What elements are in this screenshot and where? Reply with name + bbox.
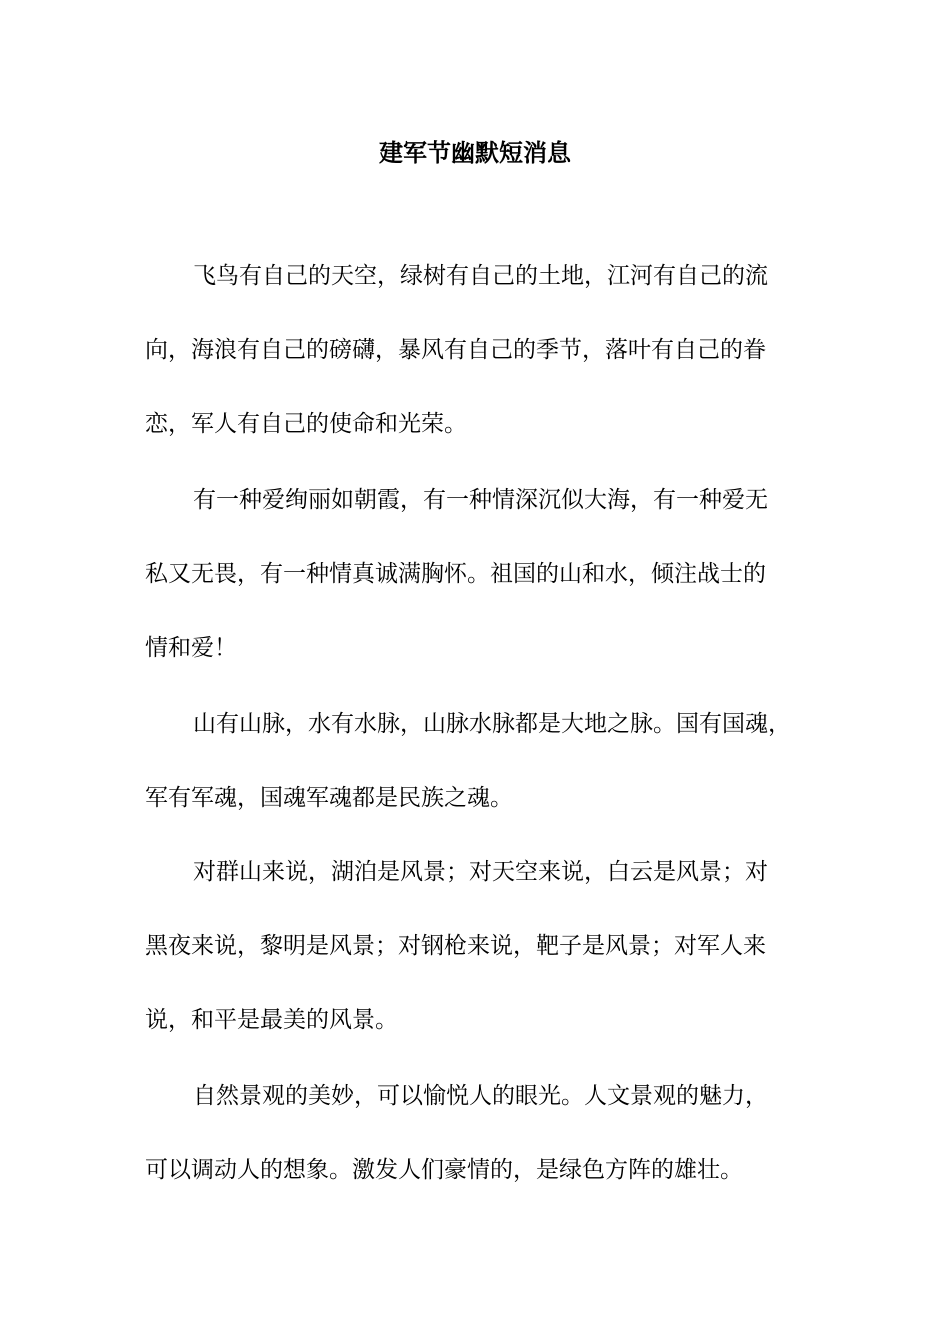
paragraph-1-line-2: 向，海浪有自己的磅礴，暴风有自己的季节，落叶有自己的眷 (145, 337, 766, 363)
paragraph-2-line-3: 情和爱！ (145, 635, 237, 661)
paragraph-3-line-1: 山有山脉，水有水脉，山脉水脉都是大地之脉。国有国魂， (193, 711, 791, 737)
paragraph-2-line-1: 有一种爱绚丽如朝霞，有一种情深沉似大海，有一种爱无 (193, 487, 768, 513)
document-title: 建军节幽默短消息 (379, 138, 571, 167)
paragraph-1-line-1: 飞鸟有自己的天空，绿树有自己的土地，江河有自己的流 (193, 263, 768, 289)
paragraph-1-line-3: 恋，军人有自己的使命和光荣。 (145, 411, 467, 437)
paragraph-5-line-2: 可以调动人的想象。激发人们豪情的，是绿色方阵的雄壮。 (145, 1157, 743, 1183)
paragraph-4-line-2: 黑夜来说，黎明是风景；对钢枪来说，靶子是风景；对军人来 (145, 933, 766, 959)
paragraph-4-line-3: 说，和平是最美的风景。 (145, 1007, 398, 1033)
paragraph-2-line-2: 私又无畏，有一种情真诚满胸怀。祖国的山和水，倾注战士的 (145, 561, 766, 587)
paragraph-5-line-1: 自然景观的美妙，可以愉悦人的眼光。人文景观的魅力， (193, 1083, 768, 1109)
paragraph-3-line-2: 军有军魂，国魂军魂都是民族之魂。 (145, 785, 513, 811)
paragraph-4-line-1: 对群山来说，湖泊是风景；对天空来说，白云是风景；对 (193, 859, 768, 885)
